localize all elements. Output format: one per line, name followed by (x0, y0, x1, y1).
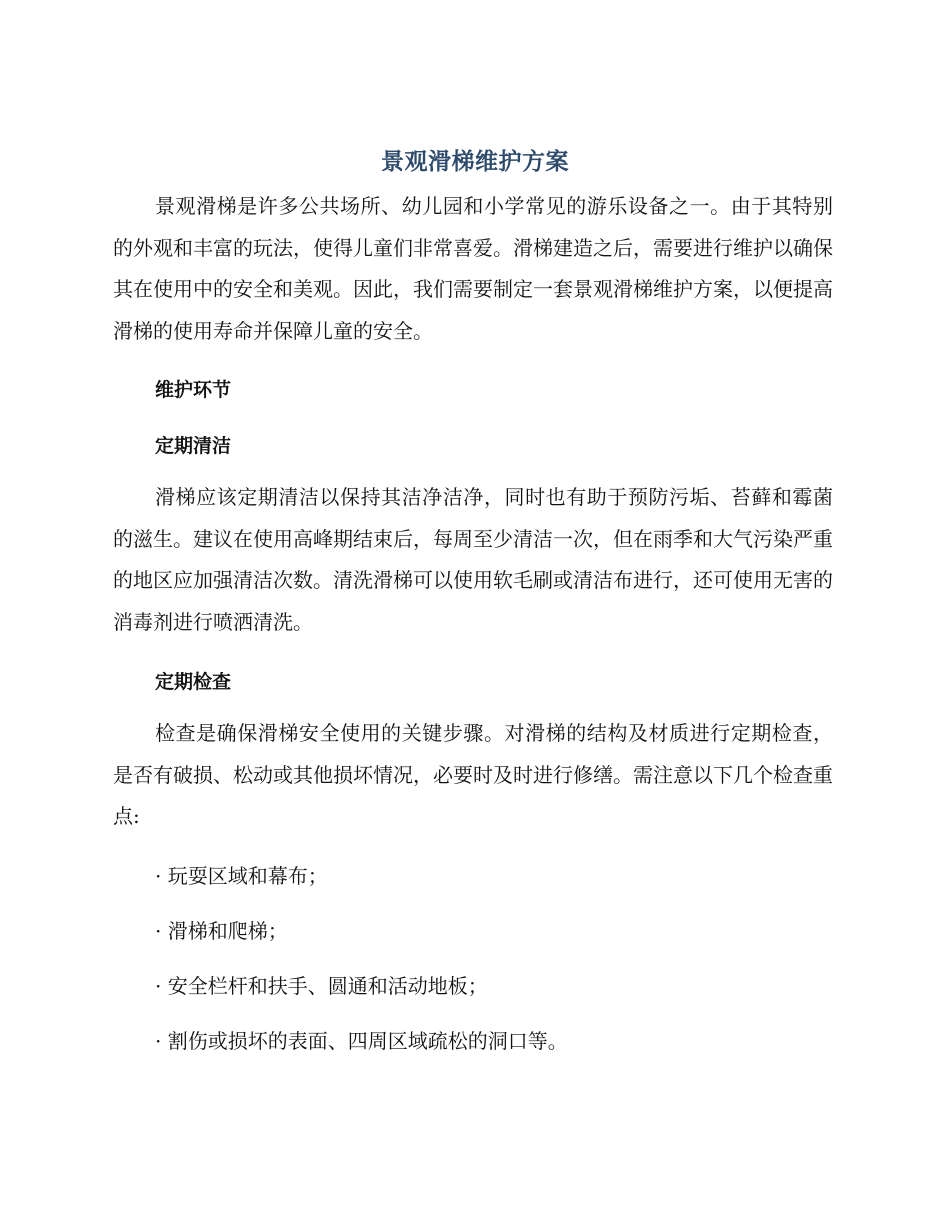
cleaning-paragraph: 滑梯应该定期清洁以保持其洁净洁净，同时也有助于预防污垢、苔藓和霉菌的滋生。建议在使用高峰期结束后，每周至少清洁一次，但在雨季和大气污染严重的地区应加强清洁次数。清洗滑梯可以使用软毛刷或清洁布进行，还可使用无害的消毒剂进行喷洒清洗。 (113, 485, 833, 634)
inspection-item: · 割伤或损坏的表面、四周区域疏松的洞口等。 (155, 1029, 568, 1053)
inspection-paragraph: 检查是确保滑梯安全使用的关键步骤。对滑梯的结构及材质进行定期检查，是否有破损、松动或其他损坏情况，必要时及时进行修缮。需注意以下几个检查重点: (113, 721, 833, 828)
inspection-item: · 玩耍区域和幕布； (155, 864, 328, 888)
inspection-item: · 滑梯和爬梯； (155, 919, 288, 943)
heading-regular-cleaning: 定期清洁 (155, 435, 232, 457)
heading-regular-inspection: 定期检查 (155, 671, 232, 693)
inspection-item: · 安全栏杆和扶手、圆通和活动地板； (155, 974, 488, 998)
document-title: 景观滑梯维护方案 (381, 149, 569, 175)
section-heading-maintenance: 维护环节 (155, 379, 232, 401)
intro-paragraph: 景观滑梯是许多公共场所、幼儿园和小学常见的游乐设备之一。由于其特别的外观和丰富的玩法，使得儿童们非常喜爱。滑梯建造之后，需要进行维护以确保其在使用中的安全和美观。因此，我们需要制定一套景观滑梯维护方案，以便提高滑梯的使用寿命并保障儿童的安全。 (113, 194, 833, 343)
